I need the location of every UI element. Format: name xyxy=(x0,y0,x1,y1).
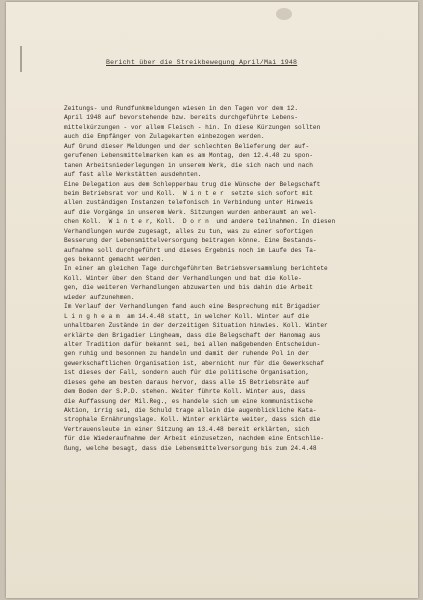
document-body xyxy=(64,104,416,453)
text-line: chen Koll. W i n t e r, Koll. D o r n und andere teilnahmen. In diesen xyxy=(64,218,336,226)
text-line: gerufenen Lebensmittelmarken kam es am Montag, den 12.4.48 zu spon- xyxy=(64,152,313,160)
text-line: Zeitungs- und Rundfunkmeldungen wiesen in den Tagen vor dem 12. xyxy=(64,105,299,112)
text-line: unhaltbaren Zustände in der derzeitigen Situation hinwies. Koll. Winter xyxy=(64,322,328,330)
text-line: tanen Arbeitsniederlegungen in unserem Werk, die sich nach und nach xyxy=(64,161,313,169)
document-title: Bericht über die Streikbewegung April/Mai 1948 xyxy=(106,59,298,66)
text-line: gen, die weiteren Verhandlungen abzuwarten und bis dahin die Arbeit xyxy=(64,284,313,292)
text-line: mittelkürzungen - vor allem Fleisch - hin. In diese Kürzungen sollten xyxy=(64,123,321,131)
text-line: aufnahme soll durchgeführt und dieses Ergebnis noch im Laufe des Ta- xyxy=(64,246,317,254)
text-line: L i n g h e a m am 14.4.48 statt, in welcher Koll. Winter auf die xyxy=(64,312,310,320)
margin-mark xyxy=(20,46,22,72)
text-line: Besserung der Lebensmittelversorgung beitragen könne. Eine Bestands- xyxy=(64,237,317,245)
text-line: auf fast alle Werkstätten ausdehnten. xyxy=(64,171,202,179)
text-line: auch die Empfänger von Zulagekarten einbezogen werden. xyxy=(64,133,265,141)
text-line: Aktion, irrig sei, die Schuld trage allein die augenblickliche Kata- xyxy=(64,407,317,414)
page-smudge xyxy=(276,8,292,20)
text-line: dieses gehe am besten daraus hervor, dass alle 15 Betriebsräte auf xyxy=(64,378,310,386)
text-line: strophale Ernährungslage. Koll. Winter erklärte weiter, dass sich die xyxy=(64,416,321,424)
text-line: Eine Delegation aus dem Schlepperbau trug die Wünsche der Belegschaft xyxy=(64,180,321,188)
text-line: die Auffassung der Mil.Reg., es handele sich um eine kommunistische xyxy=(64,397,313,405)
text-line: gen ruhig und besonnen zu handeln und damit der ruhende Pol in der xyxy=(64,350,310,358)
text-line: Verhandlungen wurde zugesagt, alles zu tun, was zu einer sofortigen xyxy=(64,227,313,235)
text-line: Vertrauensleute in einer Sitzung am 13.4.48 bereit erklärten, sich xyxy=(64,425,310,433)
text-line: April 1948 auf bevorstehende bzw. bereits durchgeführte Lebens- xyxy=(64,114,299,122)
text-line: ges bekannt gemacht werden. xyxy=(64,256,165,263)
text-line: In einer am gleichen Tage durchgeführten Betriebsversammlung berichtete xyxy=(64,265,328,273)
text-line: für die Wiederaufnahme der Arbeit einzusetzen, nachdem eine Entschlie- xyxy=(64,435,325,443)
text-line: ist dieses der Fall, sondern auch für die politische Organisation, xyxy=(64,369,310,377)
text-line: allen zuständigen Instanzen telefonisch in Verbindung unter Hinweis xyxy=(64,199,313,207)
text-line: ßung, welche besagt, dass die Lebensmittelversorgung bis zum 24.4.48 xyxy=(64,444,317,452)
document-page xyxy=(6,2,418,598)
text-line: Auf Grund dieser Meldungen und der schlechten Belieferung der auf- xyxy=(64,142,310,150)
text-line: auf die Vorgänge in unserem Werk. Sitzungen wurden anberaumt an wel- xyxy=(64,208,317,216)
text-line: erklärte den Brigadier Lingheam, dass die Belegschaft der Hanomag aus xyxy=(64,331,321,339)
text-line: dem Boden der S.P.D. stehen. Weiter führte Koll. Winter aus, dass xyxy=(64,388,306,396)
text-line: alter Tradition dafür bekannt sei, bei allen maßgebenden Entscheidun- xyxy=(64,340,321,348)
text-line: Im Verlauf der Verhandlungen fand auch eine Besprechung mit Brigadier xyxy=(64,303,321,311)
text-line: Koll. Winter über den Stand der Verhandlungen und bat die Kolle- xyxy=(64,274,302,282)
text-line: wieder aufzunehmen. xyxy=(64,293,135,301)
text-line: gewerkschaftlichen Organisation ist, abernicht nur für die Gewerkschaf xyxy=(64,359,325,367)
text-line: beim Betriebsrat vor und Koll. W i n t e r setzte sich sofort mit xyxy=(64,189,313,197)
